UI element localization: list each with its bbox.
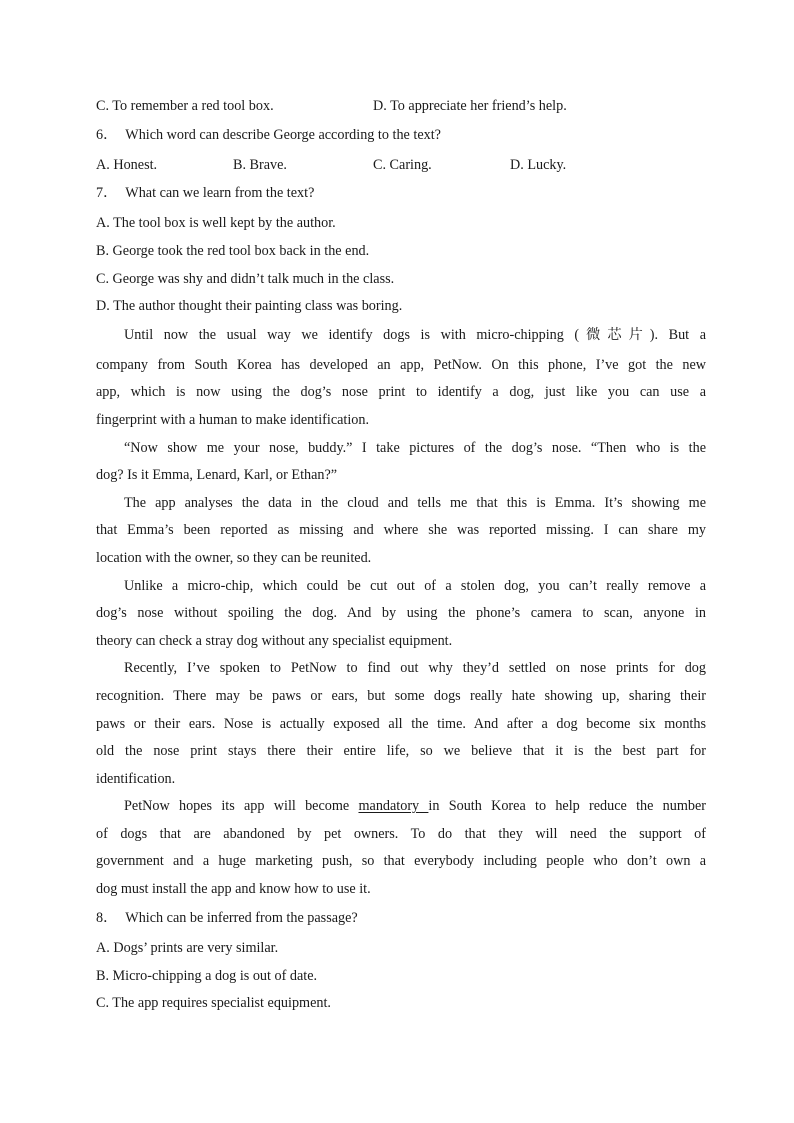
q7-option-c: C. George was shy and didn’t talk much in the class. <box>96 271 395 287</box>
q6-number: 6． <box>96 127 118 143</box>
passage-p3-line3: location with the owner, so they can be reunited. <box>96 550 372 566</box>
passage-p5-line1: Recently, I’ve spoken to PetNow to find out why they’d settled on nose prints for dog <box>124 660 706 676</box>
passage-p4-line3: theory can check a stray dog without any specialist equipment. <box>96 633 453 649</box>
passage-p5-line2: recognition. There may be paws or ears, but some dogs really hate showing up, sharing their <box>96 688 706 704</box>
q5-option-c: C. To remember a red tool box. <box>96 98 274 114</box>
q6-text: Which word can describe George according to the text? <box>125 127 441 143</box>
passage-p5-line4: old the nose print stays there their entire life, so we believe that it is the best part for <box>96 743 706 759</box>
q8-option-b: B. Micro-chipping a dog is out of date. <box>96 968 318 984</box>
passage-p6-line4: dog must install the app and know how to use it. <box>96 881 371 897</box>
passage-p5-line3: paws or their ears. Nose is actually exposed all the time. And after a dog become six months <box>96 716 706 732</box>
q8-option-c: C. The app requires specialist equipment. <box>96 995 331 1011</box>
q6-option-c: C. Caring. <box>373 157 432 173</box>
passage-p4-line2: dog’s nose without spoiling the dog. And by using the phone’s camera to scan, anyone in <box>96 605 706 621</box>
q6-option-b: B. Brave. <box>233 157 287 173</box>
q8-option-a: A. Dogs’ prints are very similar. <box>96 940 279 956</box>
q6-option-a: A. Honest. <box>96 157 158 173</box>
q7-option-a: A. The tool box is well kept by the author. <box>96 215 336 231</box>
q8-question <box>96 909 706 927</box>
passage-p6-line1 <box>124 797 706 815</box>
q5-option-d: D. To appreciate her friend’s help. <box>373 98 567 114</box>
q7-question <box>96 184 706 202</box>
q7-number: 7． <box>96 185 118 201</box>
passage-p6-line1-start: PetNow hopes its app will become <box>124 798 359 814</box>
underlined-word-mandatory: mandatory <box>358 798 429 814</box>
passage-p1-line2: company from South Korea has developed an app, PetNow. On this phone, I’ve got the new <box>96 357 706 373</box>
passage-p3-line2: that Emma’s been reported as missing and where she was reported missing. I can share my <box>96 522 706 538</box>
passage-p6-line2: of dogs that are abandoned by pet owners. To do that they will need the support of <box>96 826 706 842</box>
passage-p1-line1: Until now the usual way we identify dogs is with micro-chipping (微芯片). But a <box>124 327 706 343</box>
passage-p5-line5: identification. <box>96 771 176 787</box>
passage-p1-line4: fingerprint with a human to make identification. <box>96 412 370 428</box>
q8-number: 8． <box>96 910 118 926</box>
passage-p2-line2: dog? Is it Emma, Lenard, Karl, or Ethan?” <box>96 467 338 483</box>
q6-question <box>96 126 706 144</box>
passage-p6-line3: government and a huge marketing push, so that everybody including people who don’t own a <box>96 853 706 869</box>
passage-p1-line3: app, which is now using the dog’s nose print to identify a dog, just like you can use a <box>96 384 706 400</box>
passage-p4-line1: Unlike a micro-chip, which could be cut out of a stolen dog, you can’t really remove a <box>124 578 706 594</box>
passage-p6-line1-end: in South Korea to help reduce the number <box>428 798 707 814</box>
q7-text: What can we learn from the text? <box>125 185 315 201</box>
passage-p2-line1: “Now show me your nose, buddy.” I take pictures of the dog’s nose. “Then who is the <box>124 440 706 456</box>
q7-option-d: D. The author thought their painting class was boring. <box>96 298 403 314</box>
q6-option-d: D. Lucky. <box>510 157 567 173</box>
passage-p3-line1: The app analyses the data in the cloud and tells me that this is Emma. It’s showing me <box>124 495 706 511</box>
q8-text: Which can be inferred from the passage? <box>125 910 358 926</box>
q7-option-b: B. George took the red tool box back in the end. <box>96 243 370 259</box>
